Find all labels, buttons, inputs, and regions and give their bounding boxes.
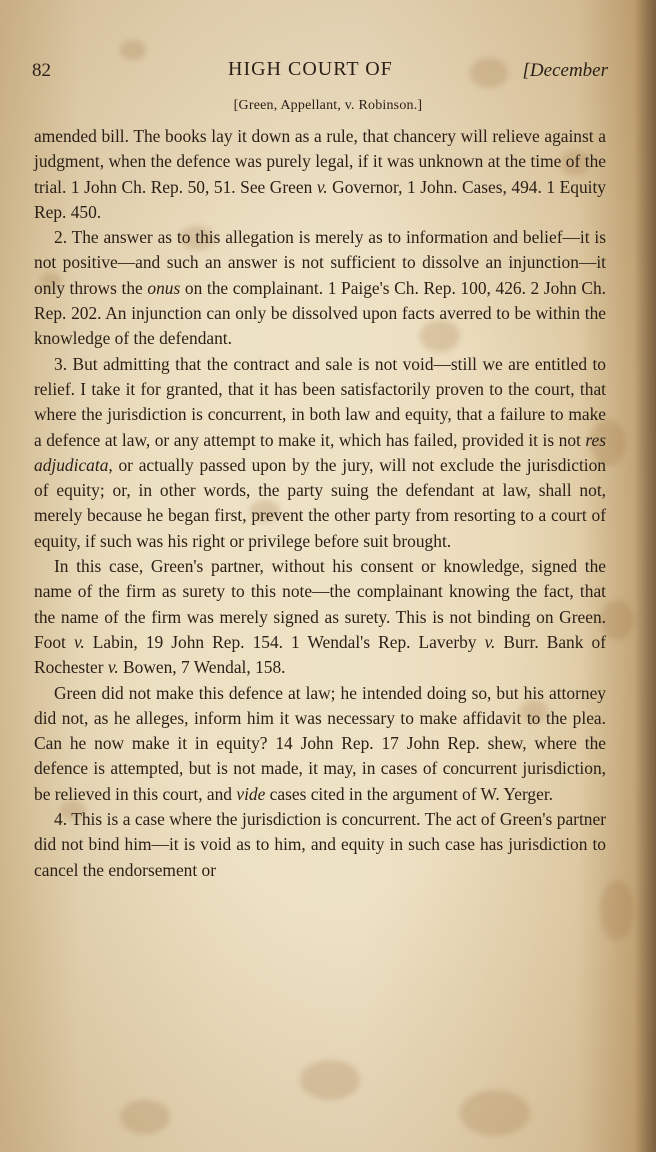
running-header xyxy=(32,58,608,86)
foxing-stain xyxy=(460,1090,530,1136)
paragraph xyxy=(34,681,606,807)
paragraph-text: cases cited in the argument of W. Yerger. xyxy=(265,783,554,804)
paragraph-text: Burr. Bank of Rochester xyxy=(34,631,606,678)
running-title: HIGH COURT OF xyxy=(228,58,393,80)
italic-text: v. xyxy=(484,631,496,652)
paragraph xyxy=(34,352,606,554)
foxing-stain xyxy=(300,1060,360,1100)
italic-text: v. xyxy=(107,657,119,678)
italic-text: res adjudicata, xyxy=(34,429,606,475)
foxing-stain xyxy=(600,880,634,940)
page-number: 82 xyxy=(32,60,51,81)
paragraph-text: In this case, Green's partner, without his consent or knowledge, signed the name of the firm as surety to this note—the complainant knowing the fact, that the name of the firm was merely signed as surety. This is not binding on Green. Foot xyxy=(34,556,606,652)
paragraph xyxy=(34,225,606,351)
italic-text: v. xyxy=(73,631,85,652)
paragraph xyxy=(34,554,606,680)
book-spine-shadow xyxy=(634,0,656,1152)
body-text xyxy=(34,124,606,883)
paragraph-text: Labin, 19 John Rep. 154. 1 Wendal's Rep. Laverby xyxy=(84,631,485,652)
italic-text: onus xyxy=(147,277,181,298)
paragraph-text: 4. This is a case where the jurisdiction is concurrent. The act of Green's partner did not bind him—it is void as to him, and equity in such case has jurisdiction to cancel the endorsement or xyxy=(34,809,606,880)
paragraph xyxy=(34,124,606,225)
case-caption xyxy=(0,98,656,114)
paragraph-text: on the complainant. 1 Paige's Ch. Rep. 100, 426. 2 John Ch. Rep. 202. An injunction can only be dissolved upon facts averred to be within the knowledge of the defendant. xyxy=(34,277,606,349)
italic-text: vide xyxy=(236,783,266,804)
case-caption-text: [Green, Appellant, v. Robinson.] xyxy=(233,98,423,113)
italic-text: v. xyxy=(316,176,328,197)
paragraph-text: Green did not make this defence at law; he intended doing so, but his attorney did not, as he alleges, inform him it was necessary to make affidavit to the plea. Can he now make it in equity? 14 John Rep. 17 John Rep. shew, where the defence is attempted, but is not made, it may, in cases of concurrent jurisdiction, be relieved in this court, and xyxy=(34,682,606,804)
paragraph-text: 3. But admitting that the contract and sale is not void—still we are entitled to relief. I take it for granted, that it has been satisfactorily proven to the court, that where the jurisdiction is concurrent, in both law and equity, that a failure to make a defence at law, or any attempt to make it, which has failed, provided it is not xyxy=(34,353,606,450)
paragraph-text: or actually passed upon by the jury, will not exclude the jurisdiction of equity; or, in other words, the party suing the defendant at law, shall not, merely because he began first, prevent the other party from resorting to a court of equity, if such was his right or privilege before suit brought. xyxy=(34,454,606,551)
foxing-stain xyxy=(120,1100,170,1134)
paragraph-text: 2. The answer as to this allegation is merely as to information and belief—it is not positive—and such an answer is not sufficient to dissolve an injunction—it only throws the xyxy=(34,227,606,298)
paragraph xyxy=(34,807,606,883)
paragraph-text: Governor, 1 John. Cases, 494. 1 Equity Rep. 450. xyxy=(34,176,606,222)
running-date: [December xyxy=(522,60,608,81)
paragraph-text: Bowen, 7 Wendal, 158. xyxy=(118,657,286,678)
paragraph-text: amended bill. The books lay it down as a rule, that chancery will relieve against a judgment, when the defence was purely legal, if it was unknown at the time of the trial. 1 John Ch. Rep. 50, 51. See Green xyxy=(34,126,606,197)
foxing-stain xyxy=(120,40,146,60)
